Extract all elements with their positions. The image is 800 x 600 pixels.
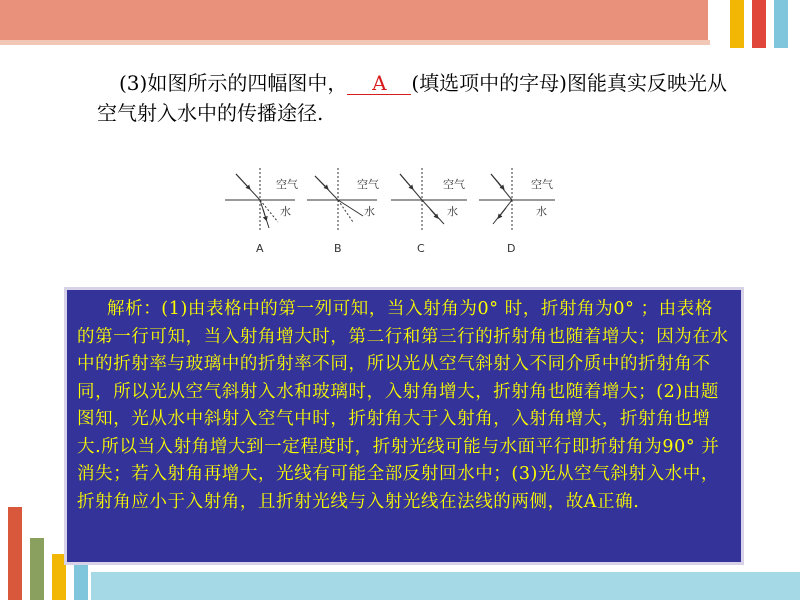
diagram-a (225, 168, 298, 255)
question-suffix: (填选项中的字母)图能真实反映光从空气射入水中的传播途径. (97, 71, 727, 125)
question-prefix: (3)如图所示的四幅图中， (119, 71, 348, 95)
analysis-box (64, 287, 744, 565)
diagram-b (307, 168, 379, 255)
diagram-a-air-label: 空气 (276, 178, 298, 191)
diagram-c-water-label: 水 (447, 205, 458, 218)
diagram-a-letter: A (256, 242, 264, 255)
accent-bar-blue-top (774, 0, 788, 48)
diagram-c-air-label: 空气 (443, 178, 465, 191)
bottom-banner-bar (91, 572, 800, 600)
diagram-d-letter: D (507, 242, 516, 255)
diagram-b-letter: B (334, 242, 342, 255)
diagram-c-letter: C (417, 242, 425, 255)
question-answer: A (347, 72, 411, 95)
diagram-a-water-label: 水 (280, 205, 291, 218)
accent-bar-red-bottom (8, 507, 22, 600)
accent-bar-blue-bottom (74, 560, 88, 600)
question-text (97, 68, 737, 128)
analysis-text: 解析：(1)由表格中的第一列可知，当入射角为0° 时，折射角为0° ；由表格的第一行可知，当入射角增大时，第二行和第三行的折射角也随着增大；因为在水中的折射率与玻璃中的折射率不同，所以光从空气斜射入不同介质中的折射角不同，所以光从空气斜射入水和玻璃时，入射角增大，折射角也随着增大；(2)由题图知，光从水中斜射入空气中时，折射角大于入射角，入射角增大，折射角也增大.所以当入射角增大到一定程度时，折射光线可能与水面平行即折射角为90° 并消失；若入射角再增大，光线有可能全部反射回水中；(3)光从空气斜射入水中，折射角应小于入射角，且折射光线与入射光线在法线的两侧，故A正确. (77, 299, 729, 512)
diagram-d-air-label: 空气 (531, 178, 553, 191)
diagram-b-water-label: 水 (364, 205, 375, 218)
diagram-c (391, 168, 467, 255)
diagram-b-air-label: 空气 (357, 178, 379, 191)
diagram-d (479, 168, 555, 255)
analysis-text-wrap (77, 296, 729, 516)
accent-bar-red-top (752, 0, 766, 48)
top-banner-bar (0, 0, 708, 40)
accent-bar-yellow-top (730, 0, 744, 48)
refraction-diagrams (225, 164, 585, 258)
top-banner-strip (0, 40, 710, 45)
accent-bar-green-bottom (30, 538, 44, 600)
diagram-d-water-label: 水 (536, 205, 547, 218)
